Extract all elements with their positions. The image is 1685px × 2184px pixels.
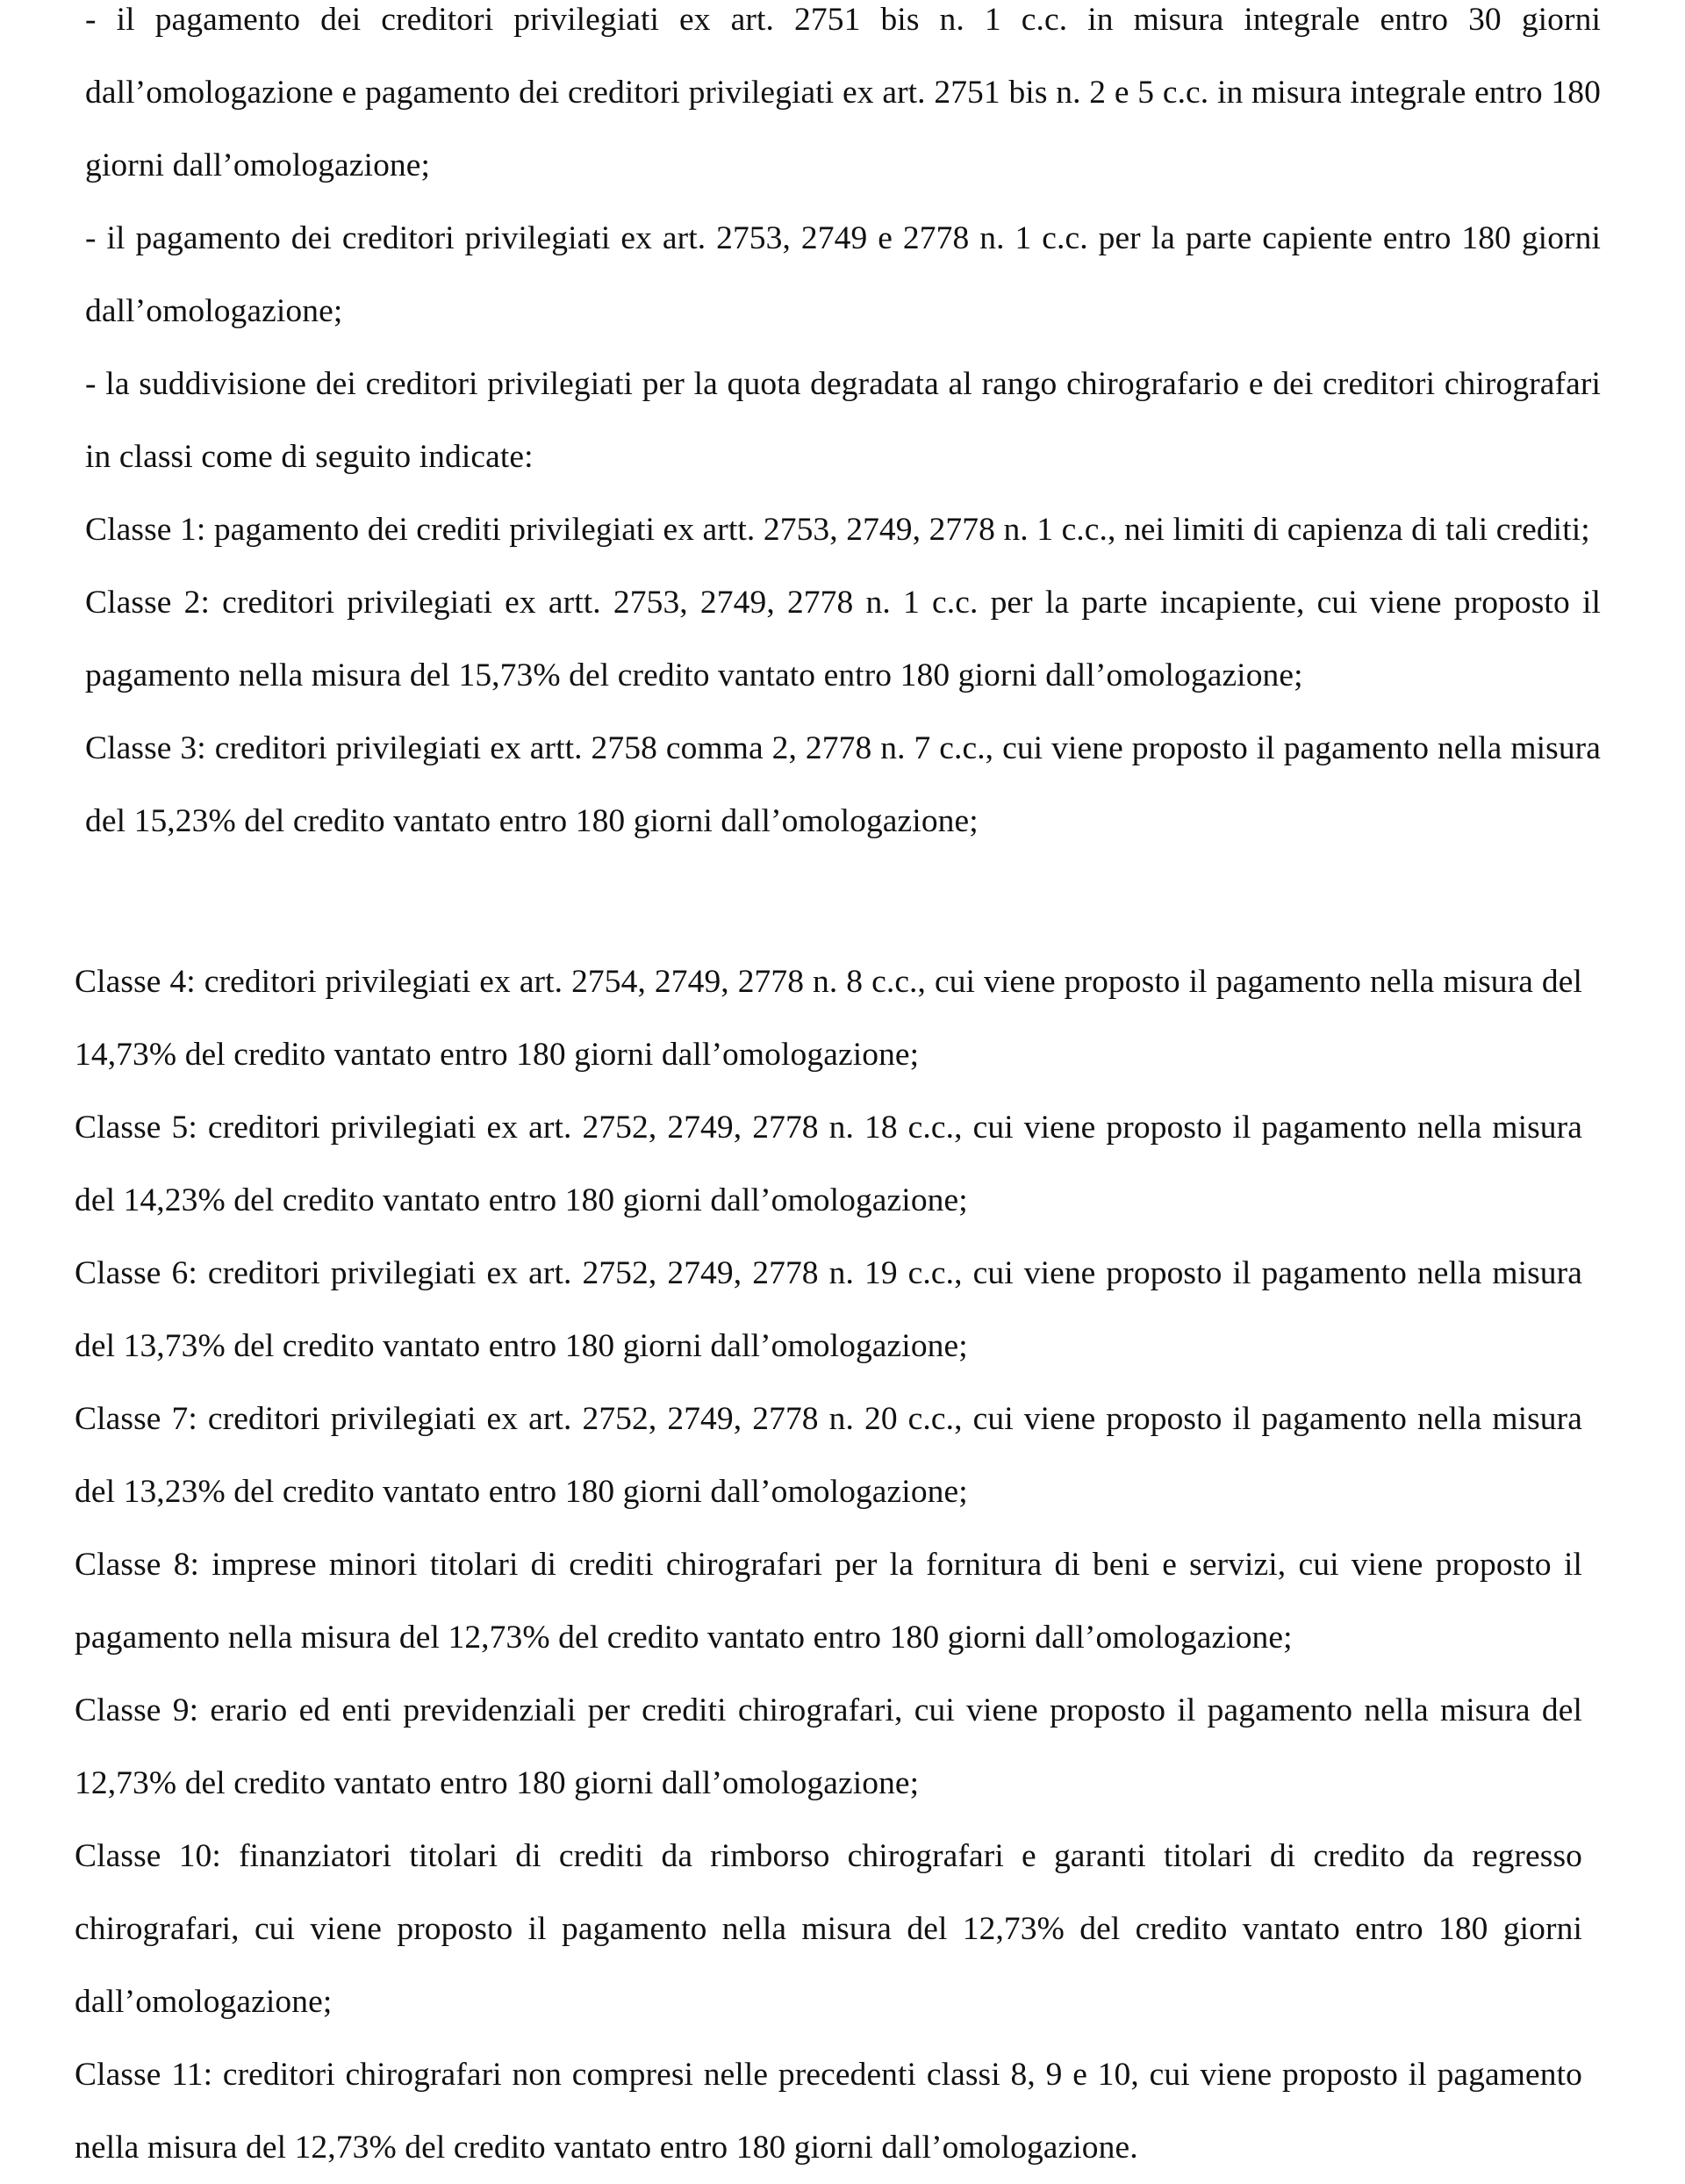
paragraph-payment-2753: - il pagamento dei creditori privilegiati ex art. 2753, 2749 e 2778 n. 1 c.c. per la parte capiente entro 180 giorni dall’omologazione; xyxy=(85,220,1601,329)
paragraph-classe-2: Classe 2: creditori privilegiati ex artt. 2753, 2749, 2778 n. 1 c.c. per la parte incapiente, cui viene proposto il pagamento nella misura del 15,73% del credito vantato entro 180 giorni dall’omologazione; xyxy=(85,585,1601,693)
paragraph-classe-10: Classe 10: finanziatori titolari di crediti da rimborso chirografari e garanti titolari di credito da regresso chirografari, cui viene proposto il pagamento nella misura del 12,73% del credito vantato entro 180 giorni dall’omologazione; xyxy=(75,1838,1582,2020)
paragraph-classe-6: Classe 6: creditori privilegiati ex art. 2752, 2749, 2778 n. 19 c.c., cui viene proposto il pagamento nella misura del 13,73% del credito vantato entro 180 giorni dall’omologazione; xyxy=(75,1255,1582,1364)
paragraph-classe-8: Classe 8: imprese minori titolari di crediti chirografari per la fornitura di beni e servizi, cui viene proposto il pagamento nella misura del 12,73% del credito vantato entro 180 giorni dall’omologazione; xyxy=(75,1547,1582,1656)
paragraph-classe-4: Classe 4: creditori privilegiati ex art. 2754, 2749, 2778 n. 8 c.c., cui viene proposto il pagamento nella misura del 14,73% del credito vantato entro 180 giorni dall’omologazione; xyxy=(75,964,1582,1073)
paragraph-classe-3: Classe 3: creditori privilegiati ex artt. 2758 comma 2, 2778 n. 7 c.c., cui viene proposto il pagamento nella misura del 15,23% del credito vantato entro 180 giorni dall’omologazione; xyxy=(85,730,1601,839)
paragraph-classe-7: Classe 7: creditori privilegiati ex art. 2752, 2749, 2778 n. 20 c.c., cui viene proposto il pagamento nella misura del 13,23% del credito vantato entro 180 giorni dall’omologazione; xyxy=(75,1401,1582,1510)
paragraph-classe-11: Classe 11: creditori chirografari non compresi nelle precedenti classi 8, 9 e 10, cui viene proposto il pagamento nella misura del 12,73% del credito vantato entro 180 giorni dall’omologazione. xyxy=(75,2057,1582,2166)
upper-text-block xyxy=(85,0,1601,858)
paragraph-classe-5: Classe 5: creditori privilegiati ex art. 2752, 2749, 2778 n. 18 c.c., cui viene proposto il pagamento nella misura del 14,23% del credito vantato entro 180 giorni dall’omologazione; xyxy=(75,1110,1582,1218)
paragraph-classe-1: Classe 1: pagamento dei crediti privilegiati ex artt. 2753, 2749, 2778 n. 1 c.c., nei limiti di capienza di tali crediti; xyxy=(85,512,1590,548)
paragraph-class-subdivision: - la suddivisione dei creditori privilegiati per la quota degradata al rango chirografario e dei creditori chirografari in classi come di seguito indicate: xyxy=(85,366,1601,475)
paragraph-classe-9: Classe 9: erario ed enti previdenziali per crediti chirografari, cui viene proposto il pagamento nella misura del 12,73% del credito vantato entro 180 giorni dall’omologazione; xyxy=(75,1692,1582,1801)
paragraph-payment-2751-bis: - il pagamento dei creditori privilegiati ex art. 2751 bis n. 1 c.c. in misura integrale entro 30 giorni dall’omologazione e pagamento dei creditori privilegiati ex art. 2751 bis n. 2 e 5 c.c. in misura integrale entro 180 giorni dall’omologazione; xyxy=(85,2,1601,183)
lower-text-block xyxy=(75,945,1582,2184)
